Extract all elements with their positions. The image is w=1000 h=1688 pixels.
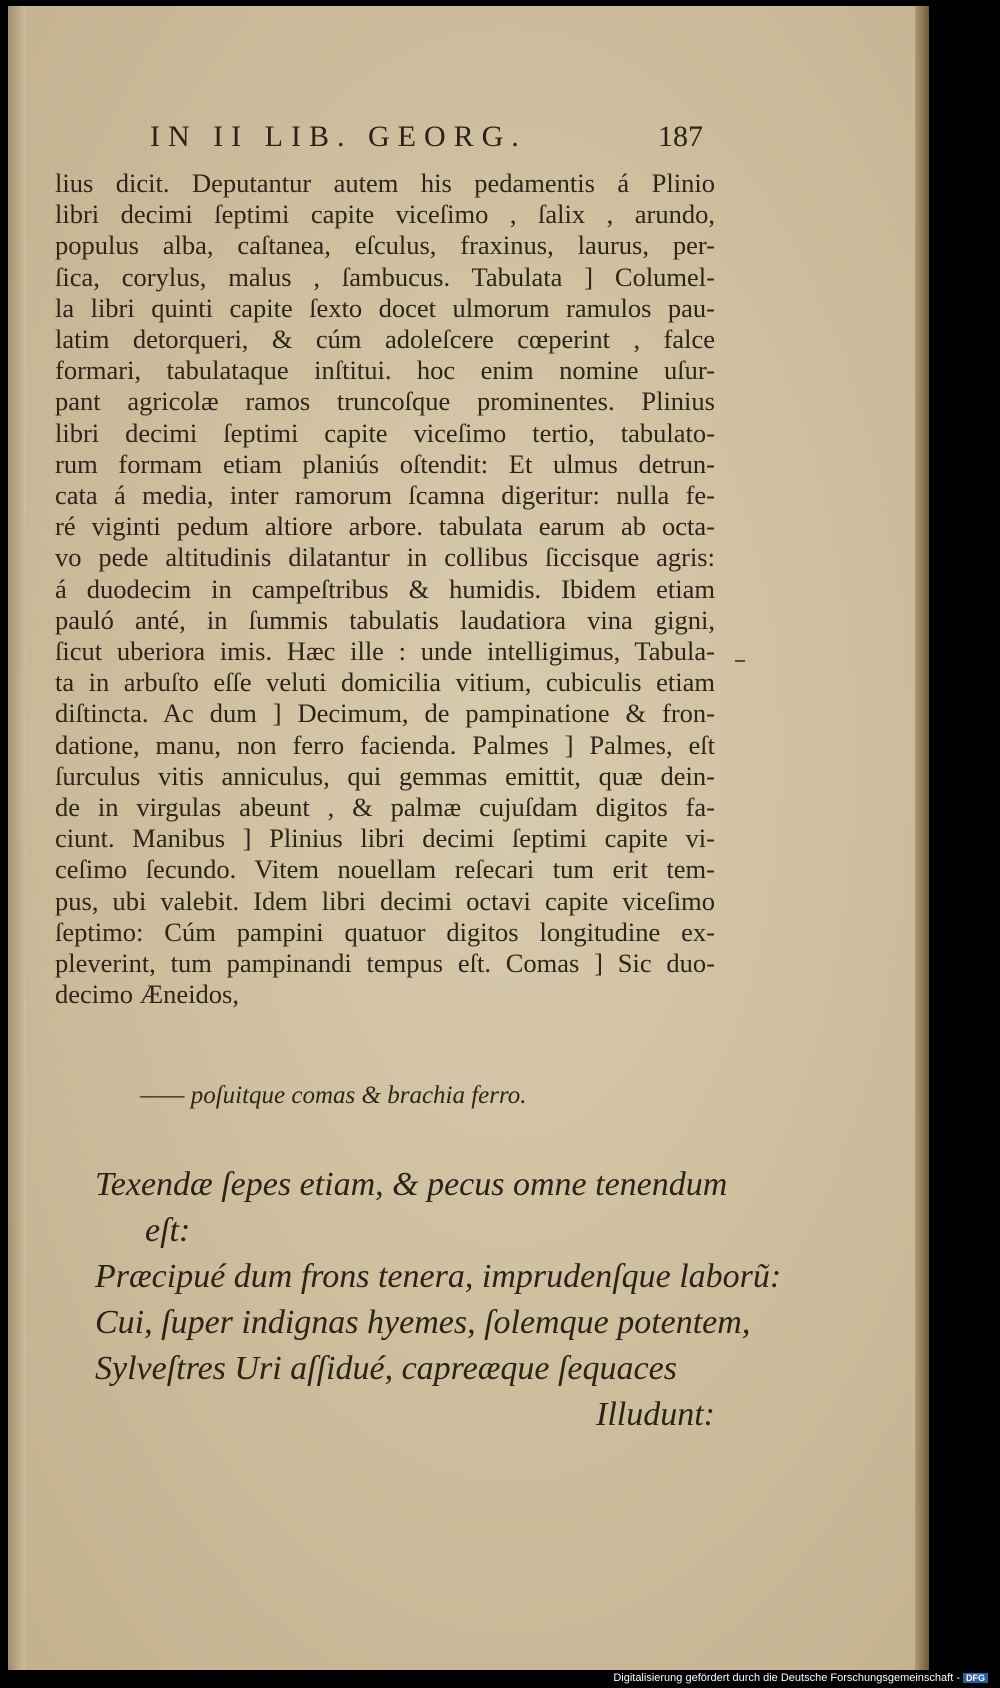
dfg-logo: DFG <box>963 1673 988 1683</box>
commentary-text <box>55 168 715 1010</box>
text-line: ſicut uberiora imis. Hæc ille : unde intelligimus, Tabula- <box>55 636 715 667</box>
footer-text: Digitalisierung gefördert durch die Deutsche Forschungsgemeinschaft - <box>613 1672 960 1684</box>
text-line: cata á media, inter ramorum ſcamna digeritur: nulla fe- <box>55 480 715 511</box>
verse-line: Cui, ſuper indignas hyemes, ſolemque potentem, <box>95 1304 751 1341</box>
verse-block <box>95 1162 782 1438</box>
verse-line: Texendæ ſepes etiam, & pecus omne tenendum <box>95 1166 728 1203</box>
text-line: lius dicit. Deputantur autem his pedamentis á Plinio <box>55 168 715 198</box>
page-gutter-shadow <box>8 6 26 1670</box>
running-head: IN II LIB. GEORG. <box>150 120 527 153</box>
text-line: diſtincta. Ac dum ] Decimum, de pampinatione & fron- <box>55 698 715 729</box>
text-line: formari, tabulataque inſtitui. hoc enim nomine uſur- <box>55 355 715 386</box>
text-line: pauló anté, in ſummis tabulatis laudatiora vina gigni, <box>55 604 715 635</box>
text-line: ſeptimo: Cúm pampini quatuor digitos longitudine ex- <box>55 916 715 947</box>
text-line: á duodecim in campeſtribus & humidis. Ibidem etiam <box>55 573 715 604</box>
text-line: latim detorqueri, & cúm adoleſcere cœperint , falce <box>55 324 715 355</box>
text-line: pant agricolæ ramos truncoſque prominentes. Plinius <box>55 386 715 417</box>
page-number: 187 <box>658 120 703 153</box>
text-line: datione, manu, non ferro facienda. Palmes ] Palmes, eſt <box>55 729 715 760</box>
verse-line: eſt: <box>145 1212 191 1249</box>
text-line: rum formam etiam planiús oſtendit: Et ulmus detrun- <box>55 448 715 479</box>
text-line: pleverint, tum pampinandi tempus eſt. Comas ] Sic duo- <box>55 948 715 979</box>
verse-line: Sylveſtres Uri aſſidué, capreæque ſequaces <box>95 1350 677 1387</box>
verse-line: Illudunt: <box>596 1396 715 1433</box>
text-line: populus alba, caſtanea, eſculus, fraxinus, laurus, per- <box>55 230 715 261</box>
text-line: la libri quinti capite ſexto docet ulmorum ramulos pau- <box>55 292 715 323</box>
text-line: ré viginti pedum altiore arbore. tabulata earum ab octa- <box>55 511 715 542</box>
text-line: de in virgulas abeunt , & palmæ cujuſdam digitos fa- <box>55 792 715 823</box>
text-line: ſurculus vitis anniculus, qui gemmas emittit, quæ dein- <box>55 760 715 791</box>
quotation-line: —— poſuitque comas & brachia ferro. <box>140 1082 527 1109</box>
text-line: ceſimo ſecundo. Vitem nouellam reſecari tum erit tem- <box>55 854 715 885</box>
footer-credit <box>0 1672 988 1684</box>
verse-line: Præcipué dum frons tenera, imprudenſque laborũ: <box>95 1258 782 1295</box>
text-line: libri decimi ſeptimi capite viceſimo tertio, tabulato- <box>55 417 715 448</box>
text-line: ta in arbuſto eſſe veluti domicilia vitium, cubiculis etiam <box>55 667 715 698</box>
text-line: vo pede altitudinis dilatantur in collibus ſiccisque agris: <box>55 542 715 573</box>
text-line: libri decimi ſeptimi capite viceſimo , ſalix , arundo, <box>55 199 715 230</box>
page-edge <box>915 6 929 1670</box>
text-line: decimo Æneidos, <box>55 979 239 1010</box>
text-line: pus, ubi valebit. Idem libri decimi octavi capite viceſimo <box>55 885 715 916</box>
margin-mark <box>735 660 745 662</box>
text-line: ſica, corylus, malus , ſambucus. Tabulata ] Columel- <box>55 261 715 292</box>
text-line: ciunt. Manibus ] Plinius libri decimi ſeptimi capite vi- <box>55 823 715 854</box>
